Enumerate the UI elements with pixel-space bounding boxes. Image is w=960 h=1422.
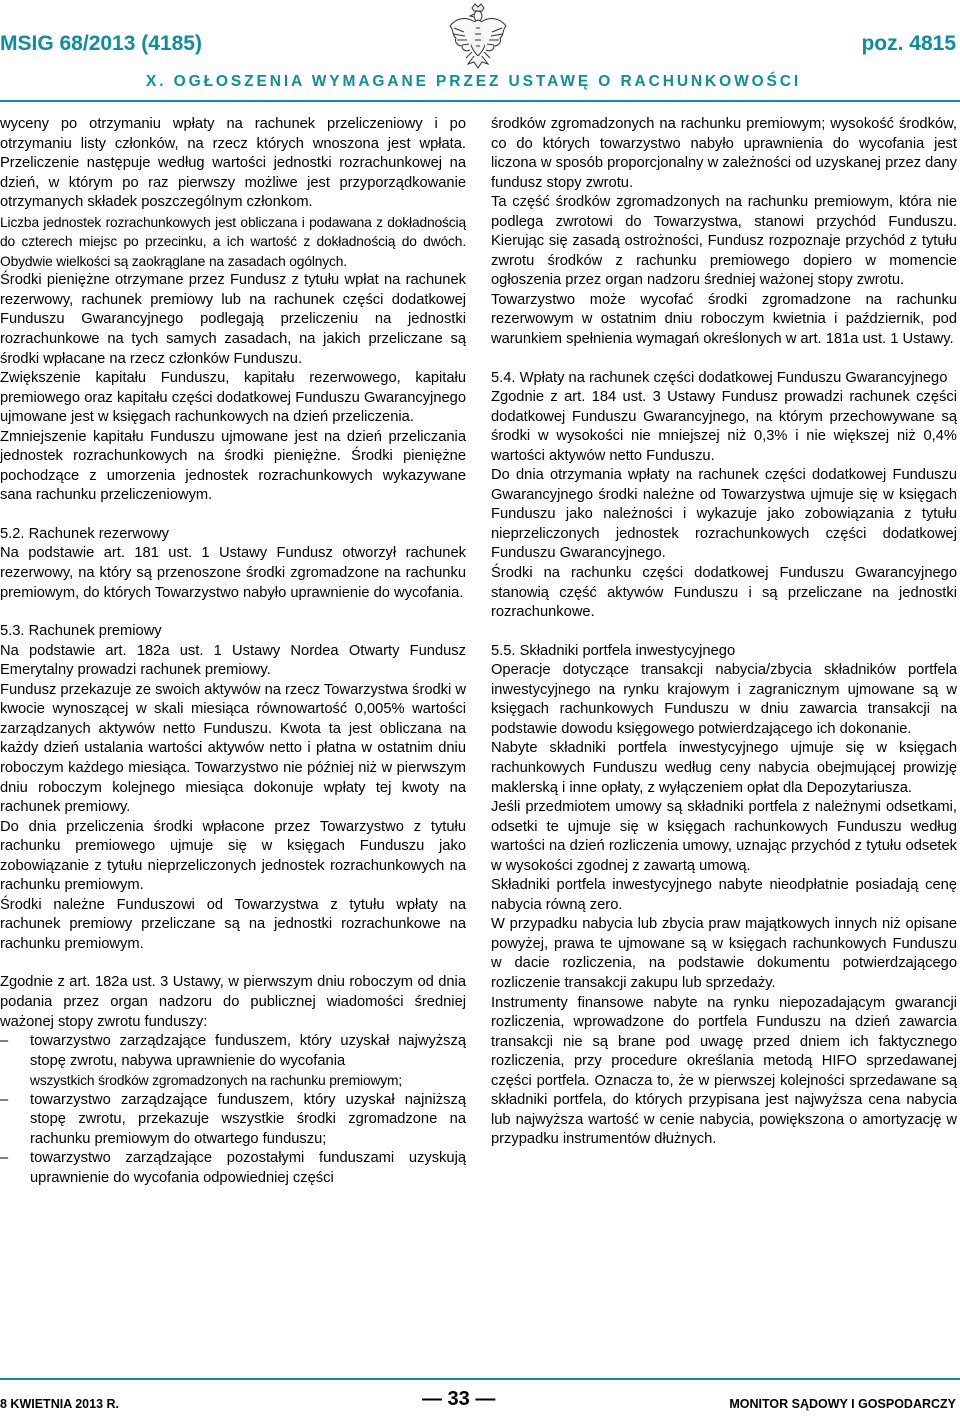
paragraph: Jeśli przedmiotem umowy są składniki portfela z należnymi odsetkami, odsetki te ujmuje się w księgach rachunkowych Funduszu według wartości na dzień rozliczenia umowy, uznając przychód z tytułu odsetek w wysokości zgodnej z zawartą umową. — [491, 799, 957, 874]
dash-bullet: – — [0, 1091, 9, 1108]
spacer — [0, 603, 466, 622]
position-number: poz. 4815 — [861, 32, 956, 55]
spacer — [491, 623, 957, 642]
paragraph: Nabyte składniki portfela inwestycyjnego ujmuje się w księgach rachunkowych Funduszu według ceny nabycia obejmującej prowizję maklerską i inne opłaty, z wyłączeniem opłat dla Depozytariusza. — [491, 740, 957, 796]
section-heading: 5.5. Składniki portfela inwestycyjnego — [491, 642, 736, 659]
publisher-name: MONITOR SĄDOWY I GOSPODARCZY — [729, 1397, 956, 1411]
paragraph: Operacje dotyczące transakcji nabycia/zbycia składników portfela inwestycyjnego na rynku krajowym i zagranicznym ujmowane są w księgach rachunkowych Funduszu w dniu zawarcia transakcji na podstawie dowodu księgowego potwierdzającego ich dokonanie. — [491, 662, 957, 737]
section-title: X. OGŁOSZENIA WYMAGANE PRZEZ USTAWĘ O RACHUNKOWOŚCI — [146, 73, 802, 90]
paragraph: Na podstawie art. 181 ust. 1 Ustawy Fundusz otworzył rachunek rezerwowy, na który są przenoszone środki zgromadzone na rachunku premiowym, do których Towarzystwo nabyło uprawnienie do wycofania. — [0, 545, 466, 601]
section-heading: 5.3. Rachunek premiowy — [0, 623, 162, 640]
section-heading: 5.4. Wpłaty na rachunek części dodatkowej Funduszu Gwarancyjnego — [491, 369, 948, 386]
header-divider — [0, 100, 960, 102]
paragraph: Do dnia przeliczenia środki wpłacone przez Towarzystwo z tytułu rachunku premiowego ujmuje się w księgach Funduszu jako zobowiązanie z tytułu nieprzeliczonych jednostek rozrachunkowych na rachunku premiowym. — [0, 818, 466, 894]
paragraph: Zwiększenie kapitału Funduszu, kapitału rezerwowego, kapitału premiowego oraz kapitału części dodatkowej Funduszu Gwarancyjnego ujmowane jest w księgach rachunkowych na dzień przeliczenia. — [0, 370, 466, 426]
paragraph: Na podstawie art. 182a ust. 1 Ustawy Nordea Otwarty Fundusz Emerytalny prowadzi rachunek premiowy. — [0, 642, 466, 679]
paragraph: Fundusz przekazuje ze swoich aktywów na rzecz Towarzystwa środki w kwocie wynoszącej w skali miesiąca równowartość 0,005% wartości zarządzanych aktywów netto Funduszu. Kwota ta jest obliczana na każdy dzień ustalania wartości aktywów netto i płatna w ostatnim dniu roboczym każdego miesiąca. Towarzystwo nie później niż w pierwszym dniu roboczym kolejnego miesiąca dokonuje wpłaty tej kwoty na rachunek premiowy. — [0, 681, 466, 816]
list-item-text: towarzystwo zarządzające pozostałymi funduszami uzyskują uprawnienie do wycofania odpowiedniej części — [30, 1150, 466, 1186]
list-item — [0, 1032, 466, 1091]
paragraph: Zgodnie z art. 184 ust. 3 Ustawy Fundusz prowadzi rachunek części dodatkowej Funduszu Gwarancyjnego, na którym przechowywane są środki w wysokości nie mniejszej niż 0,3% i nie większej niż 0,4% wartości aktywów netto Funduszu. — [491, 389, 957, 464]
paragraph: Środki na rachunku części dodatkowej Funduszu Gwarancyjnego stanowią część aktywów Funduszu i są przeliczane na jednostki rozrachunkowe. — [491, 565, 957, 621]
paragraph: W przypadku nabycia lub zbycia praw majątkowych innych niż opisane powyżej, prawa te ujmowane są w księgach rachunkowych Funduszu w dacie rozliczenia, na podstawie dokumentu potwierdzającego rozliczenie transakcji zakupu lub sprzedaży. — [491, 916, 957, 991]
left-column — [0, 115, 466, 1188]
paragraph: Liczba jednostek rozrachunkowych jest obliczana i podawana z dokładnością do czterech miejsc po przecinku, a ich wartość z dokładnością do dwóch. Obydwie wielkości są zaokrąglane na zasadach ogólnych. — [0, 214, 466, 269]
paragraph: Instrumenty finansowe nabyte na rynku niepozadającym gwarancji rozliczenia, wprowadzone do portfela Funduszu na dzień zawarcia transakcji nie są brane pod uwagę przed dniem ich faktycznego rozliczenia, przy procedure określania metodą HIFO sprzedawanej części portfela. Oznacza to, że w pierwszej kolejności sprzedawane są składniki portfela, do których przypisana jest najwyższa cena nabycia lub najwyższa wartość w cenie nabycia, powiększona o amortyzację w przypadku instrumentów dłużnych. — [491, 994, 957, 1148]
paragraph: Zgodnie z art. 182a ust. 3 Ustawy, w pierwszym dniu roboczym od dnia podania przez organ nadzoru do publicznej wiadomości średniej ważonej stopy zwrotu funduszy: — [0, 974, 466, 1030]
footer-date: 8 KWIETNIA 2013 R. — [0, 1397, 120, 1411]
page-number: — 33 — — [422, 1388, 496, 1410]
dash-bullet: – — [0, 1150, 9, 1167]
paragraph: Ta część środków zgromadzonych na rachunku premiowym, która nie podlega zwrotowi do Towarzystwa, stanowi przychód Funduszu. Kierując się zasadą ostrożności, Fundusz rozpoznaje przychód z tytułu zwrotu środków z rachunku premiowego dopiero w momencie ogłoszenia przez organ nadzoru średniej ważonej stopy zwrotu. — [491, 194, 957, 289]
right-column — [491, 115, 957, 1150]
list-item-text: wszystkich środków zgromadzonych na rachunku premiowym; — [30, 1073, 403, 1089]
list-item-text: towarzystwo zarządzające funduszem, który uzyskał najniższą stopę zwrotu, przekazuje wszystkie środki zgromadzone na rachunku premiowym do otwartego funduszu; — [30, 1091, 466, 1147]
paragraph: Środki pieniężne otrzymane przez Fundusz z tytułu wpłat na rachunek rezerwowy, rachunek premiowy lub na rachunek części dodatkowej Funduszu Gwarancyjnego podlegają przeliczeniu na jednostki rozrachunkowe na tych samych zasadach, na jakich przeliczane są środki wpłacane na rzecz członków Funduszu. — [0, 272, 466, 367]
paragraph: Środki należne Funduszowi od Towarzystwa z tytułu wpłaty na rachunek premiowy przeliczane są na jednostki rozrachunkowe na rachunku premiowym. — [0, 896, 466, 952]
paragraph: Składniki portfela inwestycyjnego nabyte nieodpłatnie posiadają cenę nabycia równą zero. — [491, 877, 957, 913]
spacer — [491, 350, 957, 369]
footer-divider — [0, 1378, 960, 1380]
paragraph: Do dnia otrzymania wpłaty na rachunek części dodatkowej Funduszu Gwarancyjnego środki należne od Towarzystwa ujmuje się w księgach Funduszu jako należności i wykazuje jako zobowiązania z tytułu nieprzeliczonych jednostek rozrachunkowych części dodatkowej Funduszu Gwarancyjnego. — [491, 467, 957, 562]
list-item-text: towarzystwo zarządzające funduszem, który uzyskał najwyższą stopę zwrotu, nabywa uprawnienie do wycofania — [30, 1033, 466, 1069]
paragraph: Zmniejszenie kapitału Funduszu ujmowane jest na dzień przeliczania jednostek rozrachunkowych na środki pieniężne. Środki pieniężne pochodzące z umorzenia jednostek rozrachunkowych wykazywane sana rachunku przeliczeniowym. — [0, 428, 466, 504]
list-item — [0, 1091, 466, 1150]
dash-bullet: – — [0, 1033, 9, 1050]
list-item — [0, 1149, 466, 1188]
issue-number: MSIG 68/2013 (4185) — [0, 32, 202, 55]
spacer — [0, 506, 466, 525]
paragraph: środków zgromadzonych na rachunku premiowym; wysokość środków, co do których towarzystwo nabyło uprawnienia do wycofania jest liczona w sposób proporcjonalny w zależności od uzyskanej przez dany fundusz stopy zwrotu. — [491, 116, 957, 191]
paragraph: Towarzystwo może wycofać środki zgromadzone na rachunku rezerwowym w ostatnim dniu roboczym kwietnia i październik, pod warunkiem spełnienia wymagań określonych w art. 181a ust. 1 Ustawy. — [491, 291, 957, 348]
section-heading: 5.2. Rachunek rezerwowy — [0, 525, 169, 542]
polish-eagle-emblem-icon — [448, 2, 508, 70]
spacer — [0, 954, 466, 973]
paragraph: wyceny po otrzymaniu wpłaty na rachunek przeliczeniowy i po otrzymaniu listy członków, na rzecz których wnoszona jest wpłata. Przeliczenie następuje według wartości jednostki rozrachunkowej na dzień, w którym po raz pierwszy możliwe jest przyporządkowanie otrzymanych składek poszczególnym członkom. — [0, 116, 466, 211]
